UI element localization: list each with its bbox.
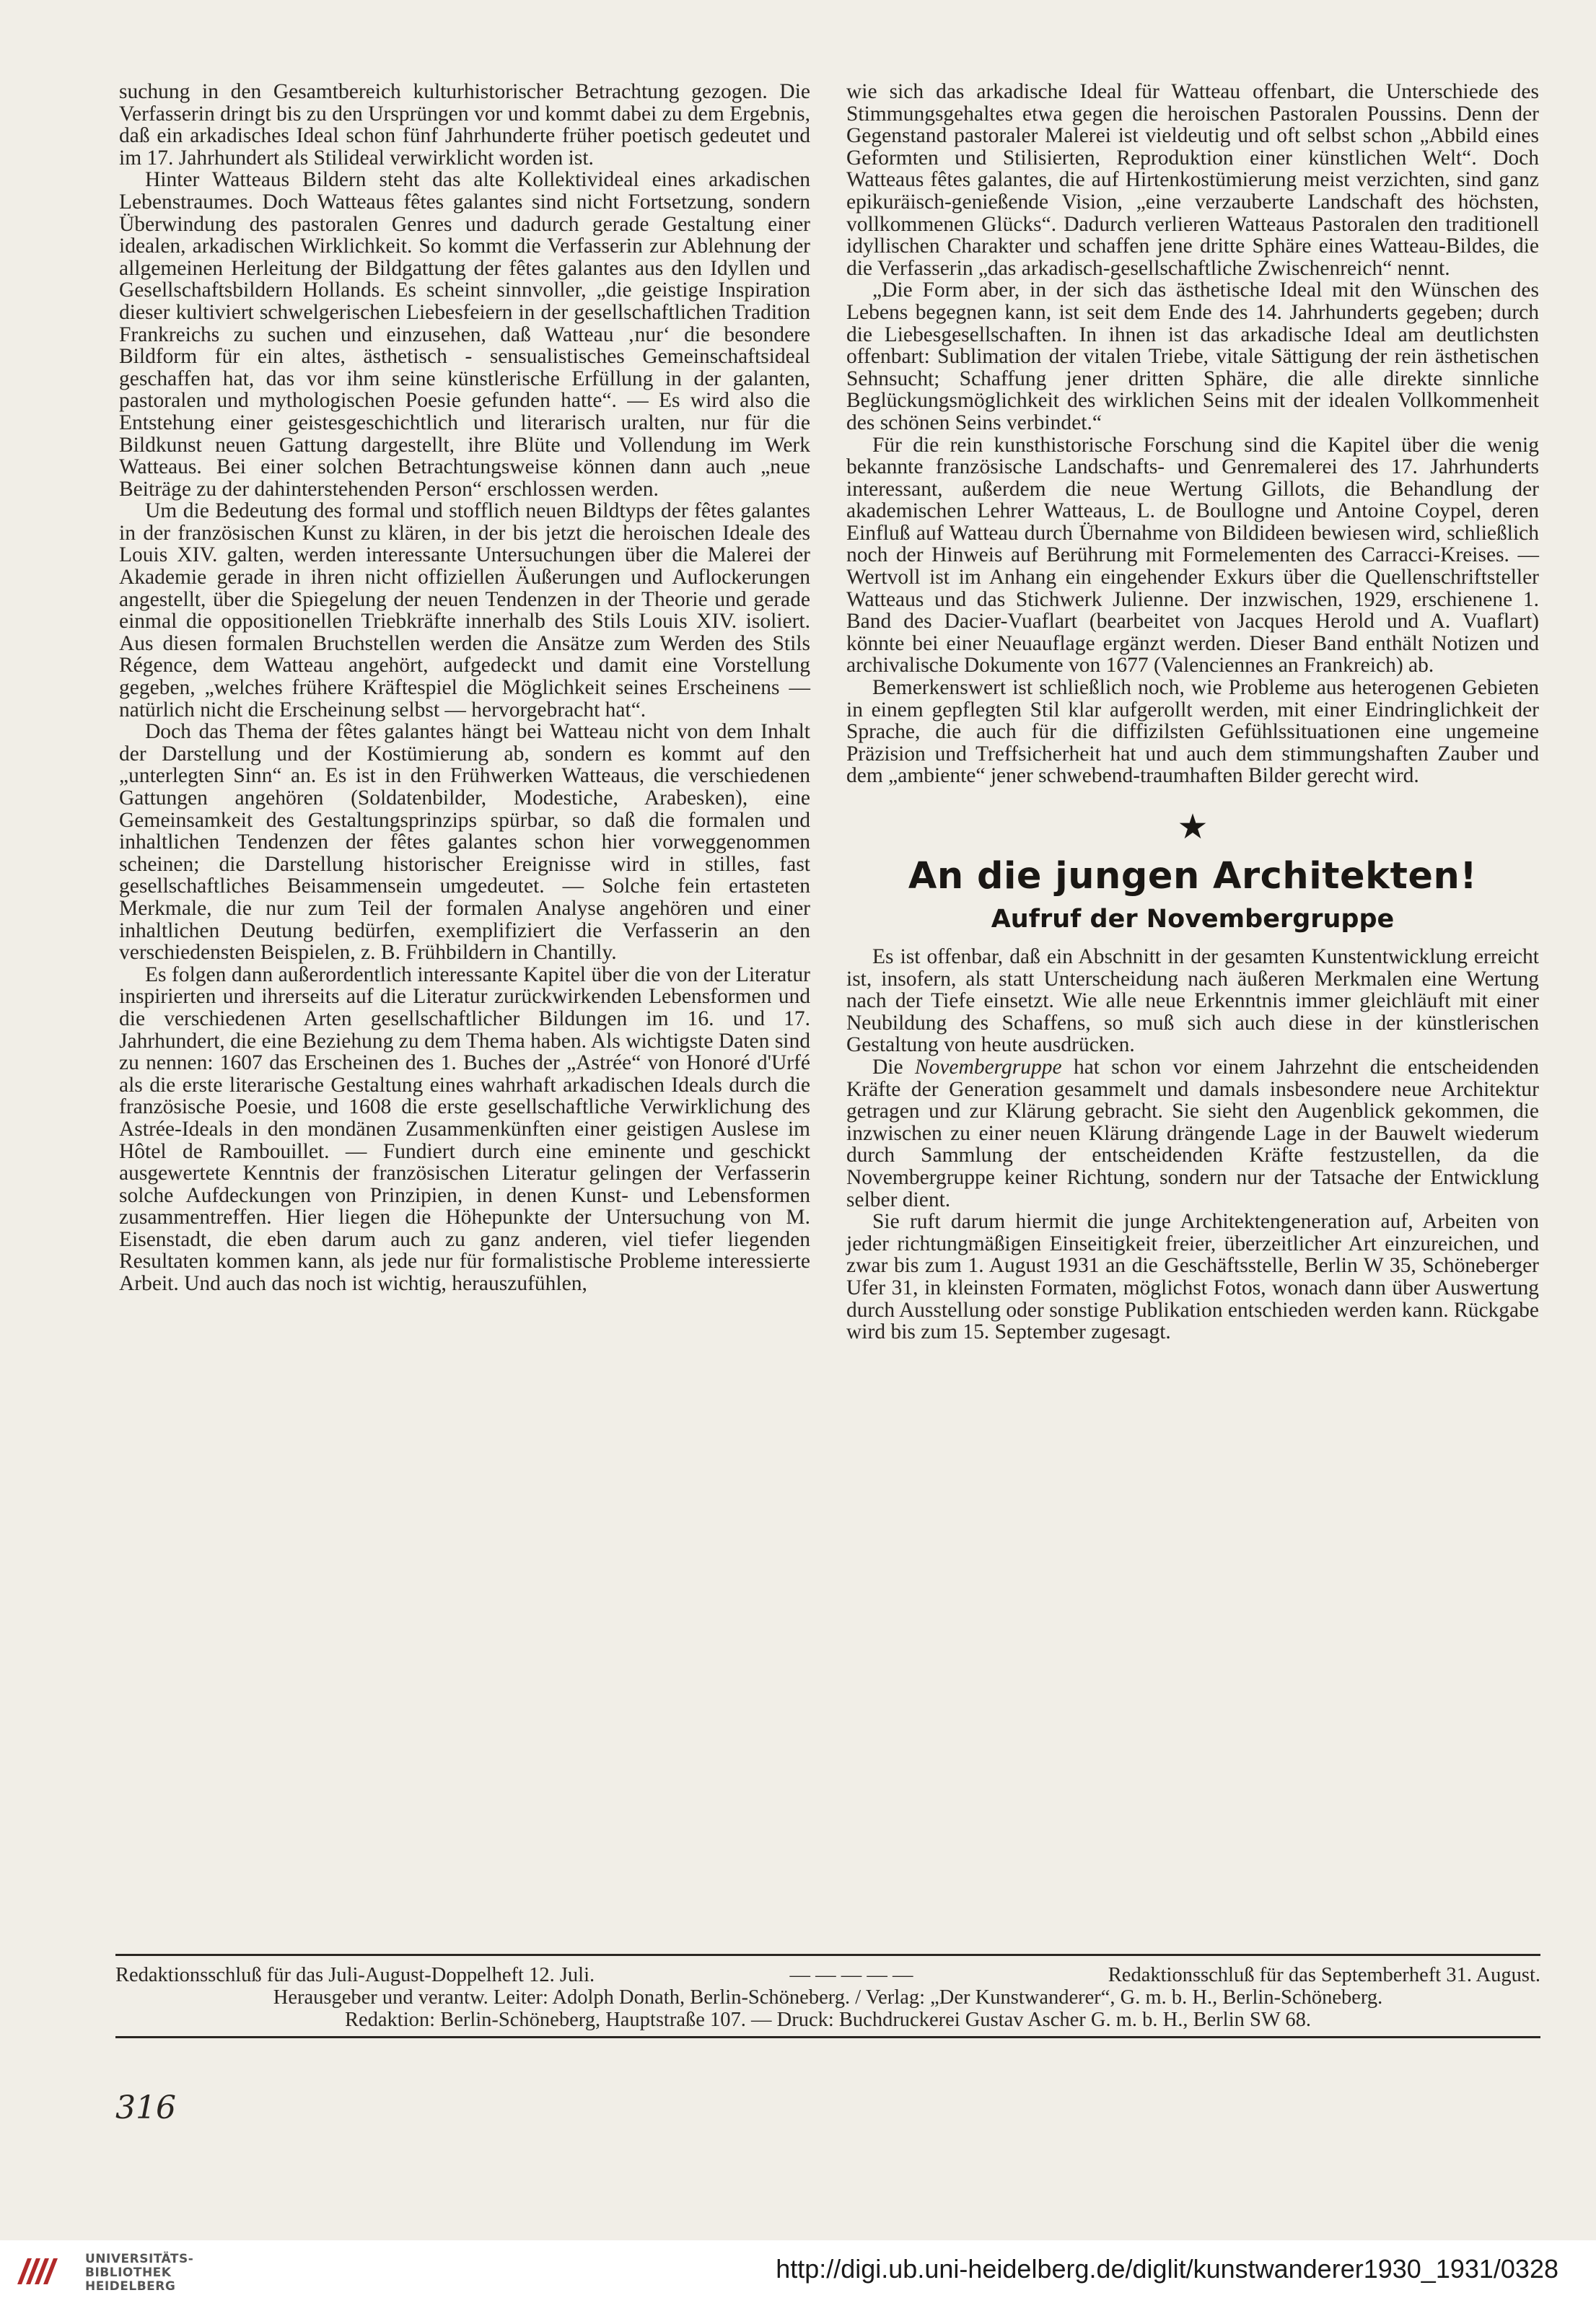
- paragraph: Doch das Thema der fêtes galantes hängt bei Watteau nicht von dem Inhalt der Darstellung und der Kostümierung ab, sondern es kommt auf den „unterlegten Sinn“ an. Es ist in den Frühwerken Watteaus, die verschiedenen Gattungen angehören (Soldatenbilder, Modestiche, Arabesken), eine Gemeinsamkeit des Gestaltungsprinzips spürbar, so daß die formalen und inhaltlichen Tendenzen der fêtes galantes schon hier vorweggenommen scheinen; die Darstellung historischer Ereignisse wird in stilles, fast gesellschaftliches Beisammensein umgedeutet. — Solche fein ertasteten Merkmale, die nur zum Teil der formalen Analyse angehören und einer inhaltlichen Deutung bedürfen, exemplifiziert die Verfasserin an den verschiedensten Beispielen, z. B. Frühbildern in Chantilly.: [119, 720, 810, 965]
- imprint-line-3: Redaktion: Berlin-Schöneberg, Hauptstraße 107. — Druck: Buchdruckerei Gustav Ascher G. m. b. H., Berlin SW 68.: [345, 2009, 1311, 2031]
- deadline-left: Redaktionsschluß für das Juli-August-Doppelheft 12. Juli.: [115, 1964, 595, 1986]
- footer-top-rule: [115, 1954, 1540, 1956]
- library-name-line: UNIVERSITÄTS-: [85, 2252, 194, 2266]
- library-name-line: HEIDELBERG: [85, 2279, 176, 2294]
- article-paragraph: Es ist offenbar, daß ein Abschnitt in der gesamten Kunstentwicklung erreicht ist, insofern, als statt Unterscheidung nach äußeren Merkmalen eine Wertung nach der Tiefe einsetzt. Wie alle neue Erkenntnis immer gleichläuft mit einer Neubildung des Schaffens, so muß sich auch diese in der künstlerischen Gestaltung von heute ausdrücken.: [846, 945, 1539, 1057]
- paragraph: wie sich das arkadische Ideal für Watteau offenbart, die Unterschiede des Stimmungsgehaltes etwa gegen die heroischen Pastoralen Poussins. Denn der Gegenstand pastoraler Malerei ist vieldeutig und oft selbst schon „Abbild eines Geformten und Stilisierten, Reproduktion einer künstlichen Welt“. Doch Watteaus fêtes galantes, die auf Hirtenkostümierung meist verzichten, sind ganz epikuräisch-genießende Vision, „eine verzauberte Landschaft des höchsten, vollkommenen Glücks“. Dadurch verlieren Watteaus Pastoralen den traditionell idyllischen Charakter und schaffen jene dritte Sphäre eines Watteau-Bildes, die die Verfasserin „das arkadisch-gesellschaftliche Zwischenreich“ nennt.: [846, 80, 1539, 280]
- right-column: [846, 81, 1539, 1343]
- paragraph: Für die rein kunsthistorische Forschung sind die Kapitel über die wenig bekannte französische Landschafts- und Genremalerei des 17. Jahrhunderts interessant, außerdem die neue Wertung Gillots, die Behandlung der akademischen Lehrer Watteaus, L. de Boullogne und Antoine Coypel, deren Einfluß auf Watteau durch Übernahme von Bildideen bewiesen wird, schließlich noch der Hinweis auf Berührung mit Formelementen des Carracci-Kreises. — Wertvoll ist im Anhang ein eingehender Exkurs über die Quellenschriftsteller Watteaus und das Stichwerk Julienne. Der inzwischen, 1929, erschienene 1. Band des Dacier-Vuaflart (bearbeitet von Jacques Herold und A. Vuaflart) könnte bei einer Neuauflage ergänzt werden. Dieser Band enthält Notizen und archivalische Dokumente von 1677 (Valenciennes an Frankreich) ab.: [846, 433, 1539, 677]
- paragraph-lead: Die: [872, 1055, 903, 1079]
- paragraph: Bemerkenswert ist schließlich noch, wie Probleme aus heterogenen Gebieten in einem gepflegten Stil klar aufgerollt werden, mit einer Eindringlichkeit der Sprache, die auch für die diffizilsten Gefühlssituationen eine ungemeine Präzision und Treffsicherheit hat und auch dem stimmungshaften Zauber und dem „ambiente“ jener schwebend-traumhaften Bilder gerecht wird.: [846, 676, 1539, 788]
- source-url-link[interactable]: http://digi.ub.uni-heidelberg.de/diglit/kunstwanderer1930_1931/0328: [776, 2254, 1558, 2284]
- page-number: 316: [115, 2089, 176, 2126]
- dash-separator: — — — — —: [789, 1964, 913, 1986]
- paragraph: „Die Form aber, in der sich das ästhetische Ideal mit den Wünschen des Lebens begegnen kann, ist seit dem Ende des 14. Jahrhunderts gegeben; durch die Liebesgesellschaften. In ihnen ist das arkadische Ideal am deutlichsten offenbart: Sublimation der vitalen Triebe, vitale Sättigung der rein ästhetischen Sehnsucht; Schaffung jener dritten Sphäre, die alle direkte sinnliche Beglückungsmöglichkeit des wirklichen Seins mit der idealen Vollkommenheit des schönen Seins verbindet.“: [846, 279, 1539, 434]
- article-title: An die jungen Architekten!: [908, 855, 1478, 898]
- deadline-right: Redaktionsschluß für das Septemberheft 31. August.: [1108, 1964, 1540, 1986]
- paragraph: suchung in den Gesamtbereich kulturhistorischer Betrachtung gezogen. Die Verfasserin dringt bis zu den Ursprüngen vor und kommt dabei zu dem Ergebnis, daß ein arkadisches Ideal schon fünf Jahrhunderte früher poetisch gedeutet und im 17. Jahrhundert als Stilideal verwirklicht worden ist.: [119, 80, 810, 170]
- paragraph: Um die Bedeutung des formal und stofflich neuen Bildtyps der fêtes galantes in der französischen Kunst zu klären, in der bis jetzt die heroischen Ideale des Louis XIV. galten, werden interessante Untersuchungen über die Malerei der Akademie gerade in ihren nicht offiziellen Äußerungen und Auflockerungen angestellt, über die Spiegelung der neuen Tendenzen in der Theorie und gerade einmal die oppositionellen Triebkräfte innerhalb des Stils Louis XIV. isoliert. Aus diesen formalen Bruchstellen werden die Ansätze zum Werden des Stils Régence, dem Watteau angehört, aufgedeckt und damit eine Vorstellung gegeben, „welches frühere Kräftespiel die Möglichkeit seines Erscheinens — natürlich nicht die Erscheinung selbst — hervorgebracht hat“.: [119, 499, 810, 722]
- footer-bottom-rule: [115, 2036, 1540, 2038]
- group-name-italic: Novembergruppe: [914, 1055, 1062, 1079]
- imprint-footer: [115, 1964, 1540, 2031]
- article-subtitle: Aufruf der Novembergruppe: [991, 905, 1395, 934]
- library-name-line: BIBLIOTHEK: [85, 2266, 172, 2280]
- library-name: [85, 2253, 193, 2294]
- left-column: [119, 81, 810, 1295]
- article-paragraph: Sie ruft darum hiermit die junge Architektengeneration auf, Arbeiten von jeder richtungmäßigen Einseitigkeit freier, überzeitlicher Art einzureichen, und zwar bis zum 1. August 1931 an die Geschäftsstelle, Berlin W 35, Schöneberger Ufer 31, in kleinsten Formaten, möglichst Fotos, wonach dann über Auswertung durch Ausstellung oder sonstige Publikation entschieden werden kann. Rückgabe wird bis zum 15. September zugesagt.: [846, 1210, 1539, 1344]
- imprint-line-2: Herausgeber und verantw. Leiter: Adolph Donath, Berlin-Schöneberg. / Verlag: „Der Kunstwanderer“, G. m. b. H., Berlin-Schöneberg.: [273, 1986, 1383, 2009]
- paragraph-rest: hat schon vor einem Jahrzehnt die entscheidenden Kräfte der Generation gesammelt und damals insbesondere neue Architektur getragen und zur Klärung gebracht. Sie sieht den Augenblick gekommen, die inzwischen zu einer neuen Klärung drängende Lage in der Bauwelt wiederum durch Sammlung der entscheidenden Kräfte festzustellen, da die Novembergruppe keiner Richtung, sondern nur der Tatsache der Entwicklung selber dient.: [846, 1055, 1539, 1211]
- star-separator: ★: [1177, 808, 1209, 846]
- library-logo-icon: [14, 2251, 63, 2289]
- imprint-line-1: [115, 1964, 1540, 1986]
- article-paragraph: [846, 1056, 1539, 1211]
- paragraph: Es folgen dann außerordentlich interessante Kapitel über die von der Literatur inspirierten und ihrerseits auf die Literatur zurückwirkenden Lebensformen und die verschiedenen Arten gesellschaftlicher Bildungen im 16. und 17. Jahrhundert, die eine Beziehung zu dem Thema haben. Als wichtigste Daten sind zu nennen: 1607 das Erscheinen des 1. Buches der „Astrée“ von Honoré d'Urfé als die erste literarische Gestaltung eines wahrhaft arkadischen Ideals durch die französische Poesie, und 1608 die erste gesellschaftliche Verwirklichung des Astrée-Ideals in den mondänen Zusammenkünften einer geistigen Auslese im Hôtel de Rambouillet. — Fundiert durch eine eminente und geschickt ausgewertete Kenntnis der französischen Literatur gelingen der Verfasserin solche Aufdeckungen von Prinzipien, in denen Kunst- und Lebensformen zusammentreffen. Hier liegen die Höhepunkte der Untersuchung von M. Eisenstadt, die eben darum auch zu ganz anderen, viel tiefer liegenden Resultaten kommen kann, als jede nur für formalistische Probleme interessierte Arbeit. Und auch das noch ist wichtig, herauszufühlen,: [119, 962, 810, 1296]
- paragraph: Hinter Watteaus Bildern steht das alte Kollektivideal eines arkadischen Lebenstraumes. Doch Watteaus fêtes galantes sind nicht Fortsetzung, sondern Überwindung des pastoralen Genres und dadurch gerade Gestaltung einer idealen, arkadischen Wirklichkeit. So kommt die Verfasserin zur Ablehnung der allgemeinen Herleitung der Bildgattung der fêtes galantes aus den Idyllen und Gesellschaftsbildern Hollands. Es scheint sinnvoller, „die geistige Inspiration dieser kultiviert schwelgerischen Liebesfeiern in der gesellschaftlichen Tradition Frankreichs zu suchen und einzusehen, daß Watteau ‚nur‘ die besondere Bildform für ein altes, ästhetisch - sensualistisches Gemeinschaftsideal geschaffen hat, das vor ihm seine künstlerische Erfüllung in der galanten, pastoralen und mythologischen Poesie gefunden hatte“. — Es wird also die Entstehung einer geistesgeschichtlich und literarisch uralten, nur für die Bildkunst neuen Gattung dargestellt, ihre Blüte und Vollendung im Werk Watteaus. Bei einer solchen Betrachtungsweise können dann auch „neue Beiträge zu der dahinterstehenden Person“ erschlossen werden.: [119, 168, 810, 501]
